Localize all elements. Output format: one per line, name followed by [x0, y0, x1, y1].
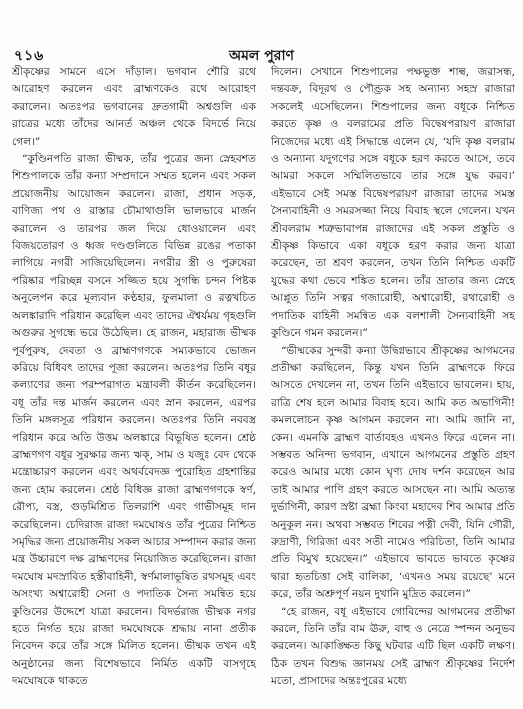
- paragraph: “হে রাজন, বধূ এইভাবে গোবিন্দের আগমনের প্রতীক্ষা করলে, তিনি তাঁর বাম ঊরু, বাহু ও নেত্রে স্পন্দন অনুভব করলেন। আকাঙ্ক্ষিত কিছু ঘটবার এটি ছিল একটি লক্ষণ। ঠিক তখন বিশুদ্ধ জ্ঞানময় সেই ব্রাহ্মণ শ্রীকৃষ্ণের নির্দেশ মতো, প্রাসাদের অন্তঃপুরের মধ্যে: [271, 605, 515, 688]
- paragraph: “ভীষ্মকের সুন্দরী কন্যা উদ্বিগ্নভাবে শ্রীকৃষ্ণের আগমনের প্রতীক্ষা করছিলেন, কিন্তু যখন তিনি ব্রাহ্মণকে ফিরে আসতে দেখলেন না, তখন তিনি এইভাবে ভাবলেন। হায়, রাত্রি শেষ হলে আমার বিবাহ হবে। আমি কত অভাগিনী! কমললোচন কৃষ্ণ আগমন করলেন না। আমি জানি না, কেন। এমনকি ব্রাহ্মণ বার্তাবহও এখনও ফিরে এলেন না। সম্ভবত অনিন্দ্য ভগবান, এখানে আগমনের প্রস্তুতি গ্রহণ করেও আমার মধ্যে কোন ঘৃণ্য দোষ দর্শন করেছেন আর তাই আমার পাণি গ্রহণ করতে আসছেন না। আমি অত্যন্ত দুর্ভাগিনী, কারণ স্রষ্টা ব্রহ্মা কিংবা মহাদেব শিব আমার প্রতি অনুকূল নন। অথবা সম্ভবত শিবের পত্নী দেবী, যিনি গৌরী, রুদ্রাণী, গিরিজা এবং সতী নামেও পরিচিতা, তিনি আমার প্রতি বিমুখ হয়েছেন।” এইভাবে ভাবতে ভাবতে কৃষ্ণের দ্বারা হৃতচিত্তা সেই বালিকা, ‘এখনও সময় রয়েছে’ মনে করে, তাঁর অশ্রুপূর্ণ নয়ন দুখানি মুদ্রিত করলেন।”: [271, 344, 515, 601]
- left-column: [12, 64, 256, 700]
- paragraph: শ্রীকৃষ্ণের সামনে এসে দাঁড়াল। ভগবান শৌরি রথে আরোহণ করলেন এবং ব্রাহ্মণকেও রথে আরোহণ করালেন। অতঃপর ভগবানের দ্রুতগামী অশ্বগুলি এক রাত্রের মধ্যে তাঁদের আনর্ত অঞ্চল থেকে বিদর্ভে নিয়ে গেল।”: [12, 66, 256, 148]
- paragraph: দিলেন। সেখানে শিশুপালের পক্ষভুক্ত শাল্ব, জরাসন্ধ, দন্তবক্র, বিদূরথ ও পৌণ্ড্রক সহ অন্যান্য সহস্র রাজারা সকলেই এসেছিলেন। শিশুপালের জন্য বধূকে নিশ্চিত করতে কৃষ্ণ ও বলরামের প্রতি বিদ্বেষপরায়ণ রাজারা নিজেদের মধ্যে এই সিদ্ধান্তে এলেন যে, ‘যদি কৃষ্ণ বলরাম ও অন্যান্য যদুগণের সঙ্গে বধূকে হরণ করতে আসে, তবে আমরা সকলে সম্মিলিতভাবে তার সঙ্গে যুদ্ধ করব।’ এইভাবে সেই সমস্ত বিদ্বেষপরায়ণ রাজারা তাদের সমস্ত সৈন্যবাহিনী ও সমরসজ্জা নিয়ে বিবাহ স্থলে গেলেন। যখন শ্রীবলরাম শত্রুভাবাপন্ন রাজাদের এই সকল প্রস্তুতি ও শ্রীকৃষ্ণ কিভাবে একা বধূকে হরণ করার জন্য যাত্রা করেছেন, তা শ্রবণ করলেন, তখন তিনি নিশ্চিত একটি যুদ্ধের কথা ভেবে শঙ্কিত হলেন। তাঁর ভ্রাতার জন্য স্নেহে আপ্লুত তিনি সত্বর গজারোহী, অশ্বারোহী, রথারোহী ও পদাতিক বাহিনী সমন্বিত এক বলশালী সৈন্যবাহিনী সহ কুণ্ডিনে গমন করলেন।”: [271, 66, 515, 340]
- right-column: [271, 64, 515, 700]
- page-number: ৭১৬: [14, 48, 45, 64]
- page-header: [14, 44, 509, 64]
- running-title: অমল পুরাণ: [229, 48, 294, 64]
- paragraph: “কুণ্ডিনপতি রাজা ভীষ্মক, তাঁর পুত্রের জন্য স্নেহবশত শিশুপালকে তাঁর কন্যা সম্প্রদানে সম্মত হলেন এবং সকল প্রয়োজনীয় আয়োজন করলেন। রাজা, প্রধান সড়ক, বাণিজ্য পথ ও রাস্তার চৌমাথাগুলি ভালভাবে মার্জন করালেন ও তারপর জল দিয়ে ধোওয়ালেন এবং বিজয়তোরণ ও ধ্বজ দণ্ডগুলিতে বিভিন্ন রঙের পতাকা লাগিয়ে নগরী সাজিয়েছিলেন। নগরীর স্ত্রী ও পুরুষেরা পরিষ্কার পরিচ্ছন্ন বসনে সজ্জিত হয়ে সুগন্ধি চন্দন পিষ্টক অনুলেপন করে মূল্যবান কণ্ঠহার, ফুলমালা ও রত্নখচিত অলঙ্কারাদি পরিধান করেছিল এবং তাদের ঐশ্বর্যময় গৃহগুলি অগুরুর সুগন্ধে ভরে উঠেছিল। হে রাজন, মহারাজ ভীষ্মক পূর্বপুরুষ, দেবতা ও ব্রাহ্মণগণকে সম্যকভাবে ভোজন করিয়ে বিধিবৎ তাদের পূজা করলেন। অতঃপর তিনি বধূর কল্যাণের জন্য পরম্পরাগত মন্ত্রাবলী কীর্তন করেছিলেন। বধূ তাঁর দন্ত মার্জন করলেন এবং স্নান করলেন, এরপর তিনি মঙ্গলসূত্র পরিধান করলেন। অতঃপর তিনি নববস্ত্র পরিধান করে অতি উত্তম অলঙ্কারে বিভূষিত হলেন। শ্রেষ্ঠ ব্রাহ্মণগণ বধূর সুরক্ষার জন্য ঋক্‌, সাম ও যজুঃ বেদ থেকে মন্ত্রোচ্চারণ করলেন এবং অথর্ববেদজ্ঞ পুরোহিত গ্রহশান্তির জন্য হোম করলেন। শ্রেষ্ঠ বিধিজ্ঞ রাজা ব্রাহ্মণগণকে স্বর্ণ, রৌপ্য, বস্ত্র, গুড়মিশ্রিত তিলরাশি এবং গাভীসমূহ দান করেছিলেন। চেদিরাজ রাজা দমঘোষও তাঁর পুত্রের নিশ্চিত সমৃদ্ধির জন্য প্রয়োজনীয় সকল আচার সম্পাদন করার জন্য মন্ত্র উচ্চারণে দক্ষ ব্রাহ্মণদের নিয়োজিত করেছিলেন। রাজা দমঘোষ মদস্রাবিত হস্তীবাহিনী, স্বর্ণমালাভূষিত রথসমূহ এবং অসংখ্য অশ্বারোহী সেনা ও পদাতিক সৈন্য সমন্বিত হয়ে কুণ্ডিনের উদ্দেশে যাত্রা করলেন। বিদর্ভরাজ ভীষ্মক নগর হতে নির্গত হয়ে রাজা দমঘোষকে শ্রদ্ধায় নানা প্রতীক নিবেদন করে তাঁর সঙ্গে মিলিত হলেন। ভীষ্মক তখন এই অনুষ্ঠানের জন্য বিশেষভাবে নির্মিত একটি বাসগৃহে দমঘোষকে থাকতে: [12, 153, 256, 688]
